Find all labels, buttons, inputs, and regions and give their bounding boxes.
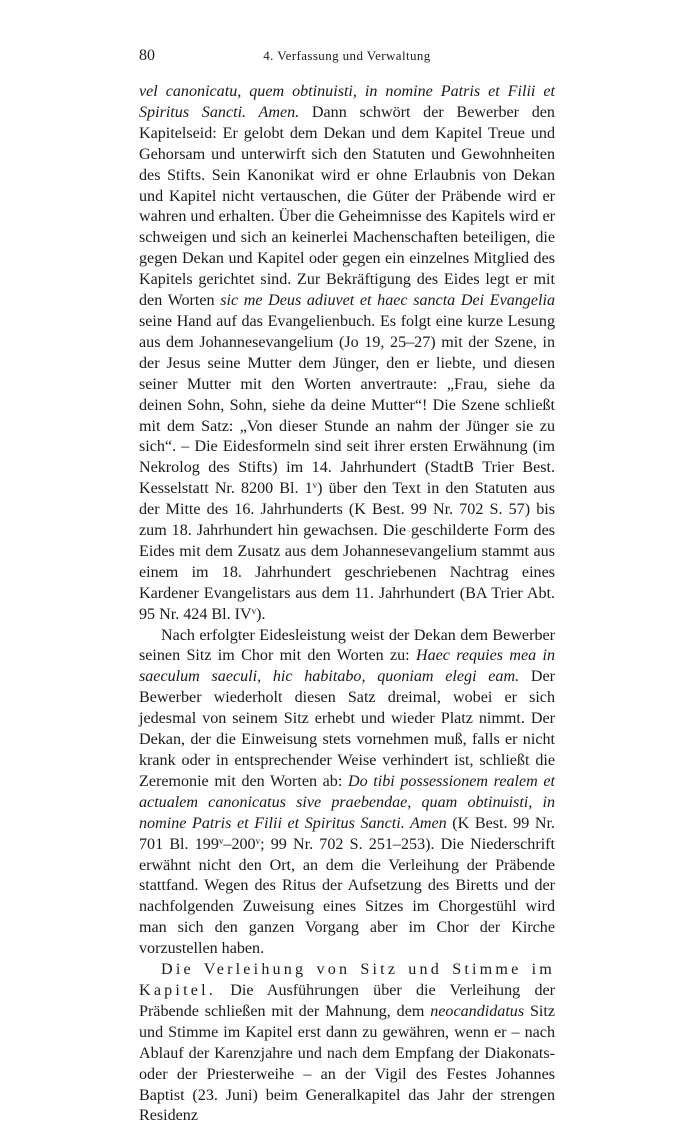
page-number: 80 bbox=[139, 47, 155, 64]
text-run: Sitz und Stimme im Kapitel erst dann zu gewähren, wenn er – nach Ablauf der Karenzjahre und nach dem Empfang der Diakonats- oder der Priesterweihe – an der Vigil des Festes Johannes Baptist (23. Juni) beim Generalkapitel das Jahr der strengen Residenz bbox=[139, 1002, 556, 1125]
page-header bbox=[139, 46, 555, 70]
text-run: –200 bbox=[223, 835, 256, 853]
paragraph-2 bbox=[139, 626, 555, 961]
latin-formula: Do tibi possessionem realem et actualem canonicatus sive praebendae, quam obtinuisti, in nomine Patris et Filii et Spiritus Sancti. Amen bbox=[139, 772, 555, 832]
superscript-verso: v bbox=[251, 605, 257, 616]
paragraph-1 bbox=[139, 82, 555, 626]
text-run: ). bbox=[256, 605, 266, 623]
text-run: (K Best. 99 Nr. 701 Bl. 199 bbox=[139, 814, 555, 853]
running-head: 4. Verfassung und Verwaltung bbox=[263, 48, 431, 63]
text-run: Dann schwört der Bewerber den Kapitelseid: Er gelobt dem Dekan und dem Kapitel Treue und Gehorsam und unterwirft sich den Statuten und Gewohnheiten des Stifts. Sein Kanonikat wird er ohne Erlaubnis von Dekan und Kapitel nicht vertauschen, die Güter der Präbende wird er wahren und erhalten. Über die Geheimnisse des Kapitels wird er schweigen und sich an keinerlei Machenschaften beteiligen, die gegen Dekan und Kapitel oder gegen ein einzelnes Mitglied des Kapitels gerichtet sind. Zur Bekräftigung des Eides legt er mit den Worten bbox=[139, 103, 555, 310]
body-text bbox=[139, 82, 555, 1127]
latin-formula: vel canonicatu, quem obtinuisti, in nomine Patris et Filii et Spiritus Sancti. Amen. bbox=[139, 83, 555, 121]
text-run: Der Bewerber wiederholt diesen Satz dreimal, wobei er sich jedesmal von seinem Sitz erhebt und wieder Platz nimmt. Der Dekan, der die Einweisung stets vornehmen muß, falls er nicht krank oder in entsprechender Weise verhindert ist, schließt die Zeremonie mit den Worten ab: bbox=[139, 668, 555, 790]
text-run: Die Ausführungen über die Verleihung der Präbende schließen mit der Mahnung, dem bbox=[139, 981, 555, 1020]
latin-term: neocandidatus bbox=[430, 1002, 525, 1020]
latin-formula: sic me Deus adiuvet et haec sancta Dei Evangelia bbox=[220, 292, 555, 310]
superscript-verso: v bbox=[255, 835, 261, 846]
latin-formula: Haec requies mea in saeculum saeculi, hic habitabo, quoniam elegi eam. bbox=[139, 647, 555, 686]
text-run: ; 99 Nr. 702 S. 251–253). Die Niederschrift erwähnt nicht den Ort, an dem die Verleihung der Präbende stattfand. Wegen des Ritus der Aufsetzung des Biretts und der nachfolgenden Zuweisung eines Sitzes im Chorgestühl wird man sich den ganzen Vorgang aber im Chor der Kirche vorzustellen haben. bbox=[139, 835, 556, 958]
text-run: ) über den Text in den Statuten aus der Mitte des 16. Jahrhunderts (K Best. 99 Nr. 702 S. 57) bis zum 18. Jahrhundert hin gewachsen. Die geschilderte Form des Eides mit dem Zusatz aus dem Johannesevangelium stammt aus einem im 18. Jahrhundert geschriebenen Nachtrag eines Kardener Evangelistars aus dem 11. Jahrhundert (BA Trier Abt. 95 Nr. 424 Bl. IV bbox=[139, 480, 556, 623]
superscript-verso: v bbox=[312, 480, 318, 491]
text-run: seine Hand auf das Evangelienbuch. Es folgt eine kurze Lesung aus dem Johannesevangelium (Jo 19, 25–27) mit der Szene, in der Jesus seine Mutter dem Jünger, den er liebte, und diesen seiner Mutter mit den Worten anvertraute: „Frau, siehe da deinen Sohn, Sohn, siehe da deine Mutter“! Die Szene schließt mit dem Satz: „Von dieser Stunde an nahm der Jünger sie zu sich“. – Die Eidesformeln sind seit ihrer ersten Erwähnung (im Nekrolog des Stifts) im 14. Jahrhundert (StadtB Trier Best. Kesselstatt Nr. 8200 Bl. 1 bbox=[139, 312, 555, 498]
text-run: Nach erfolgter Eidesleistung weist der Dekan dem Bewerber seinen Sitz im Chor mit den Worten zu: bbox=[139, 626, 555, 665]
superscript-verso: v bbox=[218, 835, 224, 846]
paragraph-3 bbox=[139, 960, 555, 1127]
section-heading: Die Verleihung von Sitz und Stimme im Kapitel. bbox=[139, 961, 555, 999]
